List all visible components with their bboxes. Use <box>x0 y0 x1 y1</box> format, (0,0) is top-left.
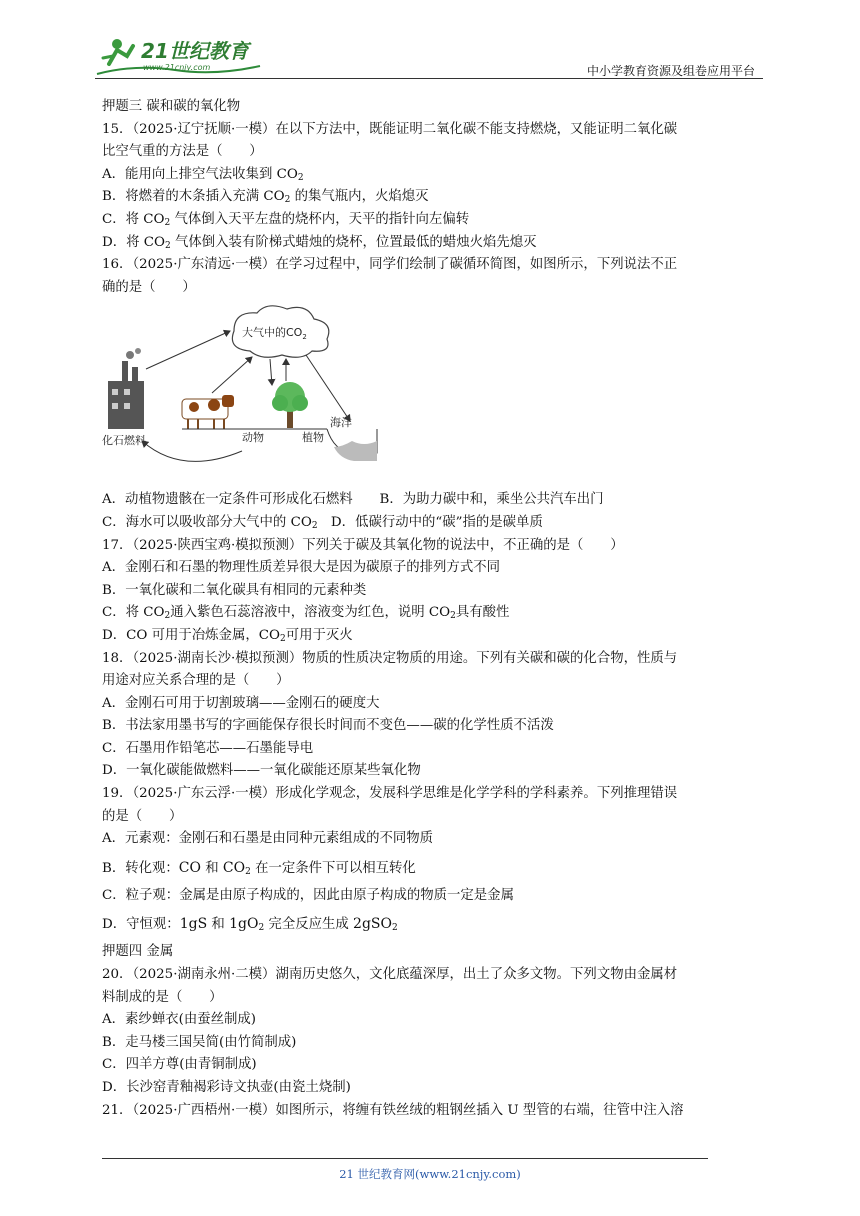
q20-option-d: D．长沙窑青釉褐彩诗文执壶(由瓷土烧制) <box>102 1080 351 1095</box>
q19-option-b: B．转化观：CO 和 $CO_2$ 在一定条件下可以相互转化 <box>102 859 416 877</box>
section-title-3: 押题三 碳和碳的氧化物 <box>102 99 241 114</box>
cow-icon <box>182 395 234 429</box>
q17-stem: 17．（2025·陕西宝鸡·模拟预测）下列关于碳及其氧化物的说法中，不正确的是（ ） <box>102 537 624 553</box>
q17-option-b: B．一氧化碳和二氧化碳具有相同的元素种类 <box>102 582 367 598</box>
q15-option-a: A．能用向上排空气法收集到 $CO_2$ <box>102 166 304 183</box>
label-fossil: 化石燃料 <box>102 434 146 448</box>
label-animal: 动物 <box>242 431 264 445</box>
label-plant: 植物 <box>302 431 324 445</box>
q17-option-a: A．金刚石和石墨的物理性质差异很大是因为碳原子的排列方式不同 <box>102 560 500 576</box>
q20-option-c: C．四羊方尊(由青铜制成) <box>102 1057 257 1073</box>
platform-name: 中小学教育资源及组卷应用平台 <box>586 64 755 78</box>
q19-option-c: C．粒子观：金属是由原子构成的，因此由原子构成的物质一定是金属 <box>102 887 514 903</box>
q19-stem-2: 的是（ ） <box>102 808 183 824</box>
ocean-water <box>334 441 377 461</box>
q15-option-c: C．将 $CO_2$ 气体倒入天平左盘的烧杯内，天平的指针向左偏转 <box>102 211 470 228</box>
q18-option-d: D．一氧化碳能做燃料——一氧化碳能还原某些氧化物 <box>102 763 421 779</box>
q15-stem-1: 15．（2025·辽宁抚顺·一模）在以下方法中，既能证明二氧化碳不能支持燃烧，又能证明二氧化碳 <box>102 121 678 137</box>
tree-icon <box>272 382 308 428</box>
q20-option-b: B．走马楼三国吴简(由竹简制成) <box>102 1034 297 1050</box>
q16-stem-2: 确的是（ ） <box>102 279 196 295</box>
site-logo <box>95 34 265 76</box>
q19-option-d: D．守恒观：1gS 和 $1gO_2$ 完全反应生成 2gSO$_2$ <box>102 916 398 934</box>
q16-option-ab: A．动植物遗骸在一定条件可形成化石燃料 B．为助力碳中和，乘坐公共汽车出门 <box>102 492 604 508</box>
cloud-label: 大气中的$CO_2$ <box>242 326 307 342</box>
q18-stem-2: 用途对应关系合理的是（ ） <box>102 673 290 689</box>
q18-stem-1: 18．（2025·湖南长沙·模拟预测）物质的性质决定物质的用途。下列有关碳和碳的化合物，性质与 <box>102 650 678 666</box>
q16-option-cd: C．海水可以吸收部分大气中的 $CO_2$ D．低碳行动中的“碳”指的是碳单质 <box>102 514 543 531</box>
q18-option-c: C．石墨用作铅笔芯——石墨能导电 <box>102 740 314 756</box>
footer-divider <box>102 1158 708 1159</box>
q15-option-d: D．将 $CO_2$ 气体倒入装有阶梯式蜡烛的烧杯，位置最低的蜡烛火焰先熄灭 <box>102 234 537 251</box>
page-header <box>95 30 763 79</box>
q18-option-a: A．金刚石可用于切割玻璃——金刚石的硬度大 <box>102 695 380 711</box>
q21-stem-1: 21．（2025·广西梧州·一模）如图所示，将缠有铁丝绒的粗钢丝插入 U 型管的右端，往管中注入溶 <box>102 1102 684 1118</box>
q16-stem-1: 16．（2025·广东清远·一模）在学习过程中，同学们绘制了碳循环简图，如图所示，下列说法不正 <box>102 257 678 273</box>
logo-text: 21世纪教育 <box>141 39 249 63</box>
q17-option-c: C．将 $CO_2$通入紫色石蕊溶液中，溶液变为红色，说明 $CO_2$具有酸性 <box>102 605 510 622</box>
q20-stem-2: 料制成的是（ ） <box>102 989 223 1005</box>
q20-stem-1: 20．（2025·湖南永州·二模）湖南历史悠久，文化底蕴深厚，出土了众多文物。下列文物由金属材 <box>102 967 678 983</box>
label-ocean: 海洋 <box>330 416 352 430</box>
q18-option-b: B．书法家用墨书写的字画能保存很长时间而不变色——碳的化学性质不活泼 <box>102 718 554 734</box>
q20-option-a: A．素纱蝉衣(由蚕丝制成) <box>102 1012 257 1028</box>
q19-stem-1: 19．（2025·广东云浮·一模）形成化学观念，发展科学思维是化学学科的学科素养。下列推理错误 <box>102 786 678 802</box>
footer-text[interactable]: 21 世纪教育网(www.21cnjy.com) <box>339 1167 521 1181</box>
logo-url: www.21cnjy.com <box>143 63 211 72</box>
factory-icon <box>108 348 144 429</box>
q15-option-b: B．将燃着的木条插入充满 $CO_2$ 的集气瓶内，火焰熄灭 <box>102 189 429 206</box>
section-title-4: 押题四 金属 <box>102 944 174 960</box>
carbon-cycle-diagram <box>102 301 392 481</box>
q19-option-a: A．元素观：金刚石和石墨是由同种元素组成的不同物质 <box>102 831 434 847</box>
q15-stem-2: 比空气重的方法是（ ） <box>102 144 263 160</box>
q17-option-d: D．CO 可用于冶炼金属，$CO_2$可用于灭火 <box>102 627 353 644</box>
question-body <box>102 96 766 1122</box>
